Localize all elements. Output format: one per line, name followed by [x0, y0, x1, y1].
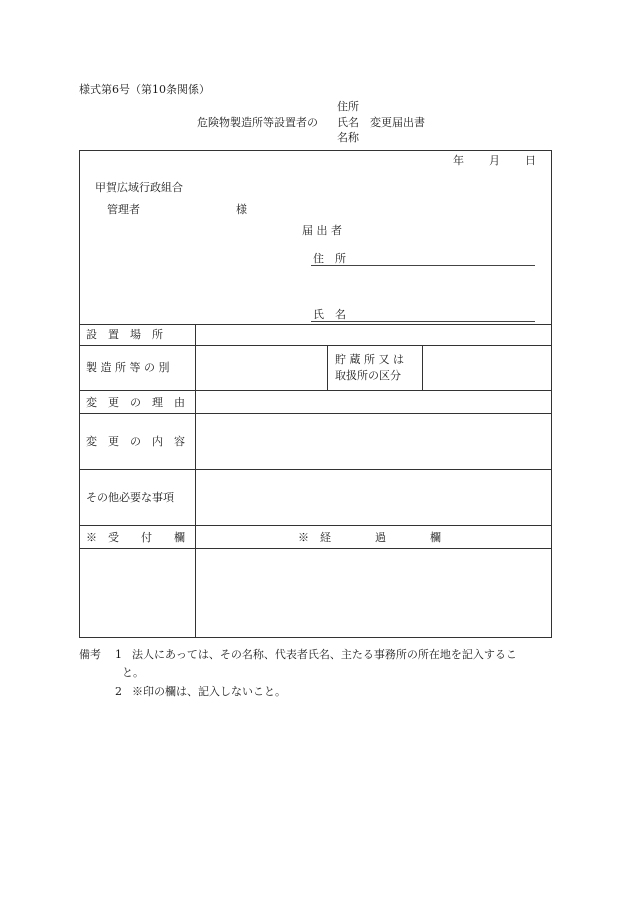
row-divider: [79, 469, 552, 470]
notifier-name-label: 氏 名: [313, 308, 346, 321]
input-storage-category[interactable]: [424, 347, 550, 389]
notifier-address-label: 住 所: [313, 252, 346, 265]
title-stack-name: 氏名: [337, 116, 359, 129]
title-stack-address: 住所: [337, 100, 359, 113]
label-reception-column: ※ 受 付 欄: [86, 531, 185, 544]
remarks-note1-number: 1: [115, 648, 122, 661]
row-divider: [79, 345, 552, 346]
remarks-note2-number: 2: [115, 685, 122, 698]
label-facility-type: 製 造 所 等 の 別: [86, 361, 170, 374]
date-day[interactable]: 日: [525, 154, 536, 167]
row-divider: [79, 324, 552, 325]
label-storage-category-line2: 取扱所の区分: [335, 369, 401, 382]
remarks-label: 備考: [79, 648, 101, 661]
column-divider: [195, 324, 196, 638]
remarks-note1-text: 法人にあっては、その名称、代表者氏名、主たる事務所の所在地を記入するこ: [132, 648, 517, 661]
remarks-note1-continuation: と。: [122, 666, 144, 679]
row-divider: [79, 413, 552, 414]
input-installation-location[interactable]: [198, 326, 550, 344]
label-change-content: 変 更 の 内 容: [86, 435, 185, 448]
title-prefix: 危険物製造所等設置者の: [197, 116, 318, 129]
label-installation-location: 設 置 場 所: [86, 328, 163, 341]
row-divider: [79, 390, 552, 391]
input-change-reason[interactable]: [198, 392, 550, 412]
notifier-label: 届 出 者: [302, 224, 342, 237]
row-divider: [79, 548, 552, 549]
date-month[interactable]: 月: [489, 154, 500, 167]
addressee-role: 管理者: [107, 203, 140, 216]
addressee-organization: 甲賀広域行政組合: [95, 181, 183, 194]
input-other-matters[interactable]: [198, 471, 550, 524]
addressee-honorific: 様: [236, 203, 247, 216]
column-divider: [422, 345, 423, 390]
column-divider: [327, 345, 328, 390]
notifier-name-line[interactable]: [311, 321, 535, 322]
label-other-matters: その他必要な事項: [86, 491, 174, 504]
label-progress-column: ※ 経 過 欄: [298, 531, 441, 544]
notifier-address-line[interactable]: [311, 265, 535, 266]
input-change-content[interactable]: [198, 415, 550, 468]
title-suffix: 変更届出書: [370, 116, 425, 129]
date-year[interactable]: 年: [453, 154, 464, 167]
remarks-note2-text: ※印の欄は、記入しないこと。: [132, 685, 286, 698]
input-facility-type[interactable]: [198, 347, 325, 389]
title-stack-entity-name: 名称: [337, 131, 359, 144]
form-number: 様式第6号（第10条関係）: [79, 83, 210, 96]
row-divider: [79, 525, 552, 526]
label-storage-category-line1: 貯 蔵 所 又 は: [335, 353, 404, 366]
label-change-reason: 変 更 の 理 由: [86, 396, 185, 409]
